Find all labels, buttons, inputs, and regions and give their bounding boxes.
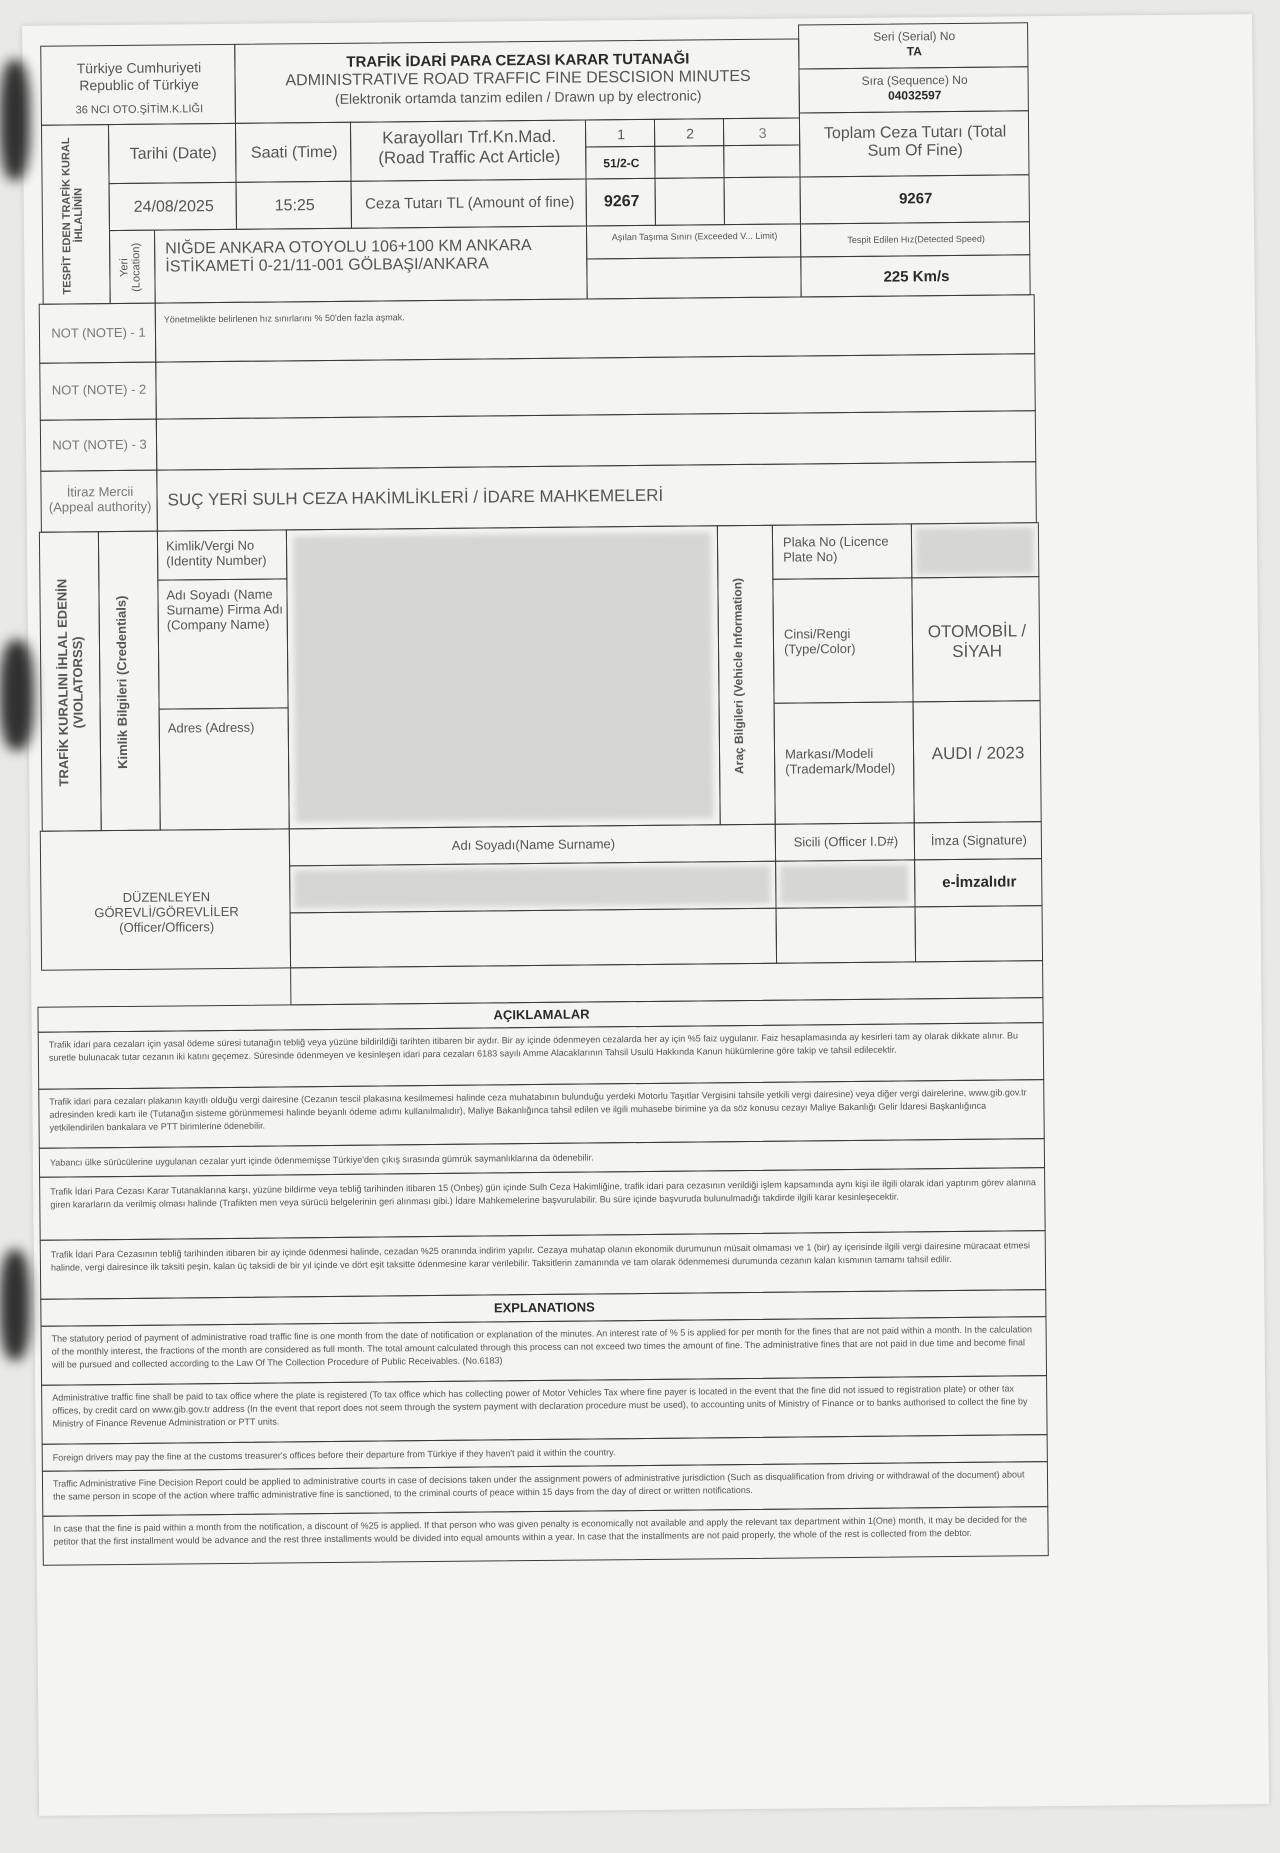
- explanations-en-p1: The statutory period of payment of administrative road traffic fine is one month from the date of notification or explanation of the minutes. An interest rate of % 5 is applied for per month for the fines that are not paid within a month. In the calculation of the monthly interest, the fractions of the month are considered as full month. The total amount calculated through this process can not exceed two times the amount of fine. The administrative fines that are not paid in due time and become final will be pursued and collected according to the Law Of The Collection Procedure of Public Receivables. (No.6183): [51, 1324, 1033, 1370]
- type-value-cell: [911, 576, 1040, 702]
- identity-block-cell: [98, 531, 161, 832]
- explanations-en-title: EXPLANATIONS: [493, 1299, 595, 1316]
- note1-value-cell: [155, 294, 1036, 362]
- officer-signature-label: İmza (Signature): [930, 832, 1028, 849]
- note2-value-cell: [155, 353, 1036, 419]
- col2-label: 2: [686, 125, 695, 142]
- fine-document: [22, 14, 1269, 1816]
- type-label: Cinsi/Rengi (Type/Color): [783, 625, 856, 657]
- note1-label: NOT (NOTE) - 1: [51, 324, 146, 341]
- address-label-cell: [159, 707, 290, 830]
- detected-speed-value: 225 Km/s: [883, 268, 950, 286]
- explanations-tr-p4: Trafik İdari Para Cezası Karar Tutanaklarına karşı, yüzüne bildirme veya tebliğ tarihinden itibaren 15 (Onbeş) gün içinde Sulh Ceza Hakimliğine, trafik idari para cezasının verildiği işlem kapsamında aynı kişi ile ilgili olarak idari yaptırım görev alanına giren kararların da verilmiş olması halinde (Trafikten men veya sürücü belgelerinin geri alınması gibi.) İdare Mahkemelerine başvurulabilir. Bu süre içinde başvuruda bulunulmadığı takdirde ilgili karar kesinleşecektir.: [50, 1177, 1036, 1210]
- note1-label-cell: [39, 303, 157, 364]
- officer-sicil-value-cell: [775, 859, 915, 908]
- serial-cell: [798, 22, 1028, 69]
- officer-name-value-cell: [289, 861, 776, 914]
- explanations-en-p2-cell: [41, 1375, 1048, 1445]
- scan-ink-mark-top: [0, 60, 30, 180]
- detection-side-cell: [41, 124, 111, 305]
- date-label: Tarihi (Date): [129, 145, 217, 163]
- officer-label-cell: [40, 828, 291, 970]
- sequence-cell: [798, 66, 1028, 113]
- detected-speed-value-cell: [800, 254, 1030, 297]
- explanations-tr-p2-cell: [38, 1079, 1045, 1149]
- issuer-tr: Türkiye Cumhuriyeti: [76, 59, 202, 77]
- sequence-value: 04032597: [887, 88, 942, 103]
- officer-signature-value-cell: [914, 858, 1042, 907]
- note3-label-cell: [40, 419, 157, 472]
- location-label: Yeri (Location): [118, 243, 143, 293]
- id-label: Kimlik/Vergi No (Identity Number): [165, 537, 267, 569]
- officer-sicil-label-cell: [775, 822, 915, 861]
- brand-label: Markası/Modeli (Trademark/Model): [784, 745, 896, 777]
- officer-name-value2-cell: [290, 908, 778, 969]
- detection-side-label: TESPİT EDEN TRAFİK KURAL İHLALİNİN: [60, 136, 86, 295]
- serial-label: Seri (Serial) No: [873, 28, 956, 44]
- vehicle-block-cell: [717, 525, 776, 826]
- explanations-tr-p5-cell: [40, 1230, 1047, 1300]
- brand-value-cell: [913, 700, 1042, 823]
- article-label-cell: [350, 119, 587, 181]
- explanations-tr-p2: Trafik idari para cezaları plakanın kayıtlı olduğu vergi dairesine (Cezanın tescil plakasına kesilmemesi halinde ceza muhatabının bulunduğu yerdeki Motorlu Taşıtlar Vergisini tahsile yetkili vergi dairesine) veya diğer vergi dairelerine, www.gib.gov.tr adresinden kredi kartı ile (Tutanağın sisteme görünmemesi halinde beyanlı ödeme adımı kullanılmalıdır), Maliye Bakanlığınca tahsil edilen ve ilgili muhasebe birimine ya da söz konusu cezayı Maliye Bakanlığı Gelir İdaresi Başkanlığınca yetkilendirilen bankalara ve PTT birimlerine ödenebilir.: [49, 1087, 1027, 1133]
- total-value: 9267: [898, 190, 933, 208]
- officer-sicil-value2-cell: [776, 906, 917, 963]
- note2-label: NOT (NOTE) - 2: [51, 381, 147, 398]
- redacted-plate: [916, 527, 1034, 574]
- officer-signature-label-cell: [914, 821, 1042, 860]
- appeal-value: SUÇ YERİ SULH CEZA HAKİMLİKLERİ / İDARE MAHKEMELERİ: [167, 485, 664, 510]
- officer-name-label: Adı Soyadı(Name Surname): [451, 836, 616, 853]
- explanations-en-p3: Foreign drivers may pay the fine at the customs treasurer's offices before their departure from Türkiye if they haven't paid it within the country.: [52, 1447, 616, 1463]
- name-label-cell: [157, 578, 288, 709]
- scan-ink-mark-middle: [0, 640, 34, 750]
- title-cell: [234, 38, 800, 123]
- amount-label-cell: [351, 178, 587, 228]
- type-value: OTOMOBİL / SİYAH: [927, 621, 1027, 661]
- article-col3-empty: [723, 144, 800, 178]
- address-label: Adres (Adress): [167, 719, 255, 736]
- total-value-cell: [800, 174, 1030, 224]
- appeal-label-cell: [40, 470, 158, 533]
- time-value-cell: [236, 181, 352, 230]
- detected-speed-label: Tespit Edilen Hız(Detected Speed): [847, 233, 985, 245]
- officer-name-label-cell: [289, 824, 776, 867]
- time-value: 15:25: [274, 197, 315, 215]
- explanations-en-p5-cell: [42, 1506, 1048, 1566]
- explanations-en-p4: Traffic Administrative Fine Decision Report could be applied to administrative courts in case of decisions taken under the assignment powers of administrative jurisdiction (Such as disqualification from driving or withdrawal of the document) about the same person in scope of the action where traffic administrative fine is sanctioned, to the criminal courts of peace within 15 days from the day of direct or written notifications.: [52, 1469, 1025, 1502]
- explanations-tr-p4-cell: [39, 1167, 1046, 1241]
- explanations-en-p5: In case that the fine is paid within a month from the notification, a discount of %25 is applied. If that person who was given penalty is economically not available and apply the relevant tax department within 1(One) month, it may be decided for the petitor that the first installment would be advance and the rest three installments would be divided into equal amounts within a year. In case that the installments are not paid properly, the whole of the rest is collected from the debtor.: [53, 1514, 1028, 1547]
- sequence-label: Sıra (Sequence) No: [861, 72, 968, 88]
- appeal-label: İtiraz Mercii (Appeal authority): [48, 483, 152, 515]
- explanations-tr-p1: Trafik idari para cezaları için yasal ödeme süresi tutanağın tebliğ veya yüzüne bildirildiği tarihten itibaren bir aydır. Bir ay içinde ödenmeyen cezalarda her ay için %5 faiz uygulanır. Faiz hesaplamasında ay kesirleri tam ay olarak dikkate alınır. Bu suretle bulunacak tutar cezanın iki katını geçemez. Süresinde ödenmeyen ve kesinleşen idari para cezaları 6183 sayılı Amme Alacaklarının Tahsil Usulü Hakkında Kanun hükümlerine göre takip ve tahsil edilecektir.: [48, 1030, 1018, 1063]
- location-value-cell: [154, 225, 588, 303]
- explanations-tr-p5: Trafik İdari Para Cezasının tebliğ tarihinden itibaren bir ay içinde ödenmesi halinde, cezadan %25 oranında indirim yapılır. Cezaya muhatap olanın ekonomik durumunun müsait olmaması ve 1 (bir) ay içerisinde ilgili vergi dairesine müracaat etmesi halinde, vergi dairesince ilk taksiti peşin, kalan üç taksidi de bir yıl içinde ve dört eşit taksitte ödenmesine karar verilebilir. Taksitlerin zamanında ve tam olarak ödenmemesi durumunda cezanın kalan kısmının tamamı tahsil edilir.: [50, 1240, 1030, 1273]
- article-value: 51/2-C: [603, 155, 640, 171]
- col3-cell: [723, 117, 800, 146]
- date-value-cell: [109, 182, 237, 231]
- explanations-en-p1-cell: [41, 1316, 1048, 1386]
- amount-col2-empty: [655, 177, 725, 226]
- note2-label-cell: [39, 362, 157, 421]
- detected-speed-label-cell: [800, 221, 1030, 257]
- scan-ink-mark-bottom: [0, 1250, 30, 1360]
- amount-value-cell: [586, 178, 656, 227]
- redacted-officer-id: [780, 864, 908, 903]
- title-en: ADMINISTRATIVE ROAD TRAFFIC FINE DESCISION MINUTES: [285, 67, 751, 90]
- location-label-cell: [109, 230, 156, 304]
- exceeded-limit-label: Aşılan Taşıma Sınırı (Exceeded V... Limit): [611, 230, 778, 243]
- issuer-unit: 36 NCI OTO.ŞİTİM.K.LIĞI: [75, 103, 204, 117]
- title-sub: (Elektronik ortamda tanzim edilen / Drawn up by electronic): [334, 87, 702, 107]
- plate-label-cell: [772, 523, 913, 579]
- brand-value: AUDI / 2023: [931, 743, 1025, 764]
- id-label-cell: [157, 529, 287, 580]
- note1-value: Yönetmelikte belirlenen hız sınırlarını % 50'den fazla aşmak.: [163, 312, 405, 325]
- redacted-officer-name: [294, 866, 770, 909]
- note3-label: NOT (NOTE) - 3: [52, 436, 147, 453]
- issuer-en: Republic of Türkiye: [79, 76, 199, 94]
- col2-cell: [654, 118, 724, 147]
- amount-value: 9267: [603, 192, 640, 211]
- officer-block-label: DÜZENLEYEN GÖREVLİ/GÖREVLİLER (Officer/Officers): [94, 889, 239, 935]
- col1-cell: [585, 119, 655, 148]
- col3-label: 3: [758, 124, 767, 141]
- vehicle-block-label: Araç Bilgileri (Vehicle Information): [730, 577, 747, 775]
- violator-side-cell: [39, 531, 102, 832]
- explanations-en-p2: Administrative traffic fine shall be paid to tax office where the plate is registered (To tax office which has collecting power of Motor Vehicles Tax where fine payer is located in the event that the fine did not issued to registration plate) or other tax offices, by credit card on www.gib.gov.tr address (In the event that report does not seem through the system payment with declaration procedure must be used), to accounting units of Ministry of Finance or to banks authorised to collect the fine by Ministry of Finance Revenue Administration or PTT units.: [52, 1383, 1028, 1429]
- violator-side-label: TRAFİK KURALINI İHLAL EDENİN (VIOLATORSS): [54, 578, 86, 787]
- identity-block-label: Kimlik Bilgileri (Credentials): [113, 595, 131, 769]
- issuer-cell: [40, 44, 236, 126]
- plate-value-cell: [911, 522, 1040, 578]
- appeal-value-cell: [156, 461, 1037, 531]
- type-label-cell: [772, 577, 913, 703]
- amount-col3-empty: [724, 176, 801, 225]
- time-label: Saati (Time): [250, 143, 338, 162]
- plate-label: Plaka No (Licence Plate No): [782, 533, 889, 565]
- serial-value: TA: [906, 44, 922, 59]
- article-col2-empty: [654, 145, 724, 179]
- amount-label: Ceza Tutarı TL (Amount of fine): [365, 193, 575, 213]
- exceeded-limit-label-cell: [586, 223, 801, 259]
- name-label: Adı Soyadı (Name Surname) Firma Adı (Company Name): [166, 586, 284, 633]
- article-value-cell: [585, 146, 655, 180]
- location-value: NIĞDE ANKARA OTOYOLU 106+100 KM ANKARA İSTİKAMETİ 0-21/11-001 GÖLBAŞI/ANKARA: [165, 237, 531, 276]
- date-value: 24/08/2025: [133, 198, 214, 216]
- brand-label-cell: [774, 701, 915, 824]
- explanations-tr-p3: Yabancı ülke sürücülerine uygulanan cezalar yurt içinde ödenmemişse Türkiye'den çıkış sırasında gümrük saymanlıklarına da ödenebilir.: [49, 1152, 594, 1168]
- explanations-tr-title: AÇIKLAMALAR: [493, 1006, 590, 1023]
- total-label-cell: [799, 110, 1030, 177]
- article-label: Karayolları Trf.Kn.Mad. (Road Traffic Act Article): [378, 126, 561, 168]
- date-label-cell: [108, 123, 237, 184]
- officer-signature-value2-cell: [915, 905, 1044, 962]
- title-tr: TRAFİK İDARİ PARA CEZASI KARAR TUTANAĞI: [346, 50, 690, 71]
- time-label-cell: [235, 122, 352, 183]
- col1-label: 1: [617, 126, 626, 143]
- officer-signature-value: e-İmzalıdır: [942, 873, 1017, 892]
- redacted-violator-details: [293, 532, 714, 822]
- officer-sicil-label: Sicili (Officer I.D#): [793, 833, 899, 850]
- exceeded-limit-value-cell: [586, 256, 801, 299]
- violator-details-cell: [286, 525, 721, 829]
- total-label: Toplam Ceza Tutarı (Total Sum Of Fine): [823, 123, 1007, 161]
